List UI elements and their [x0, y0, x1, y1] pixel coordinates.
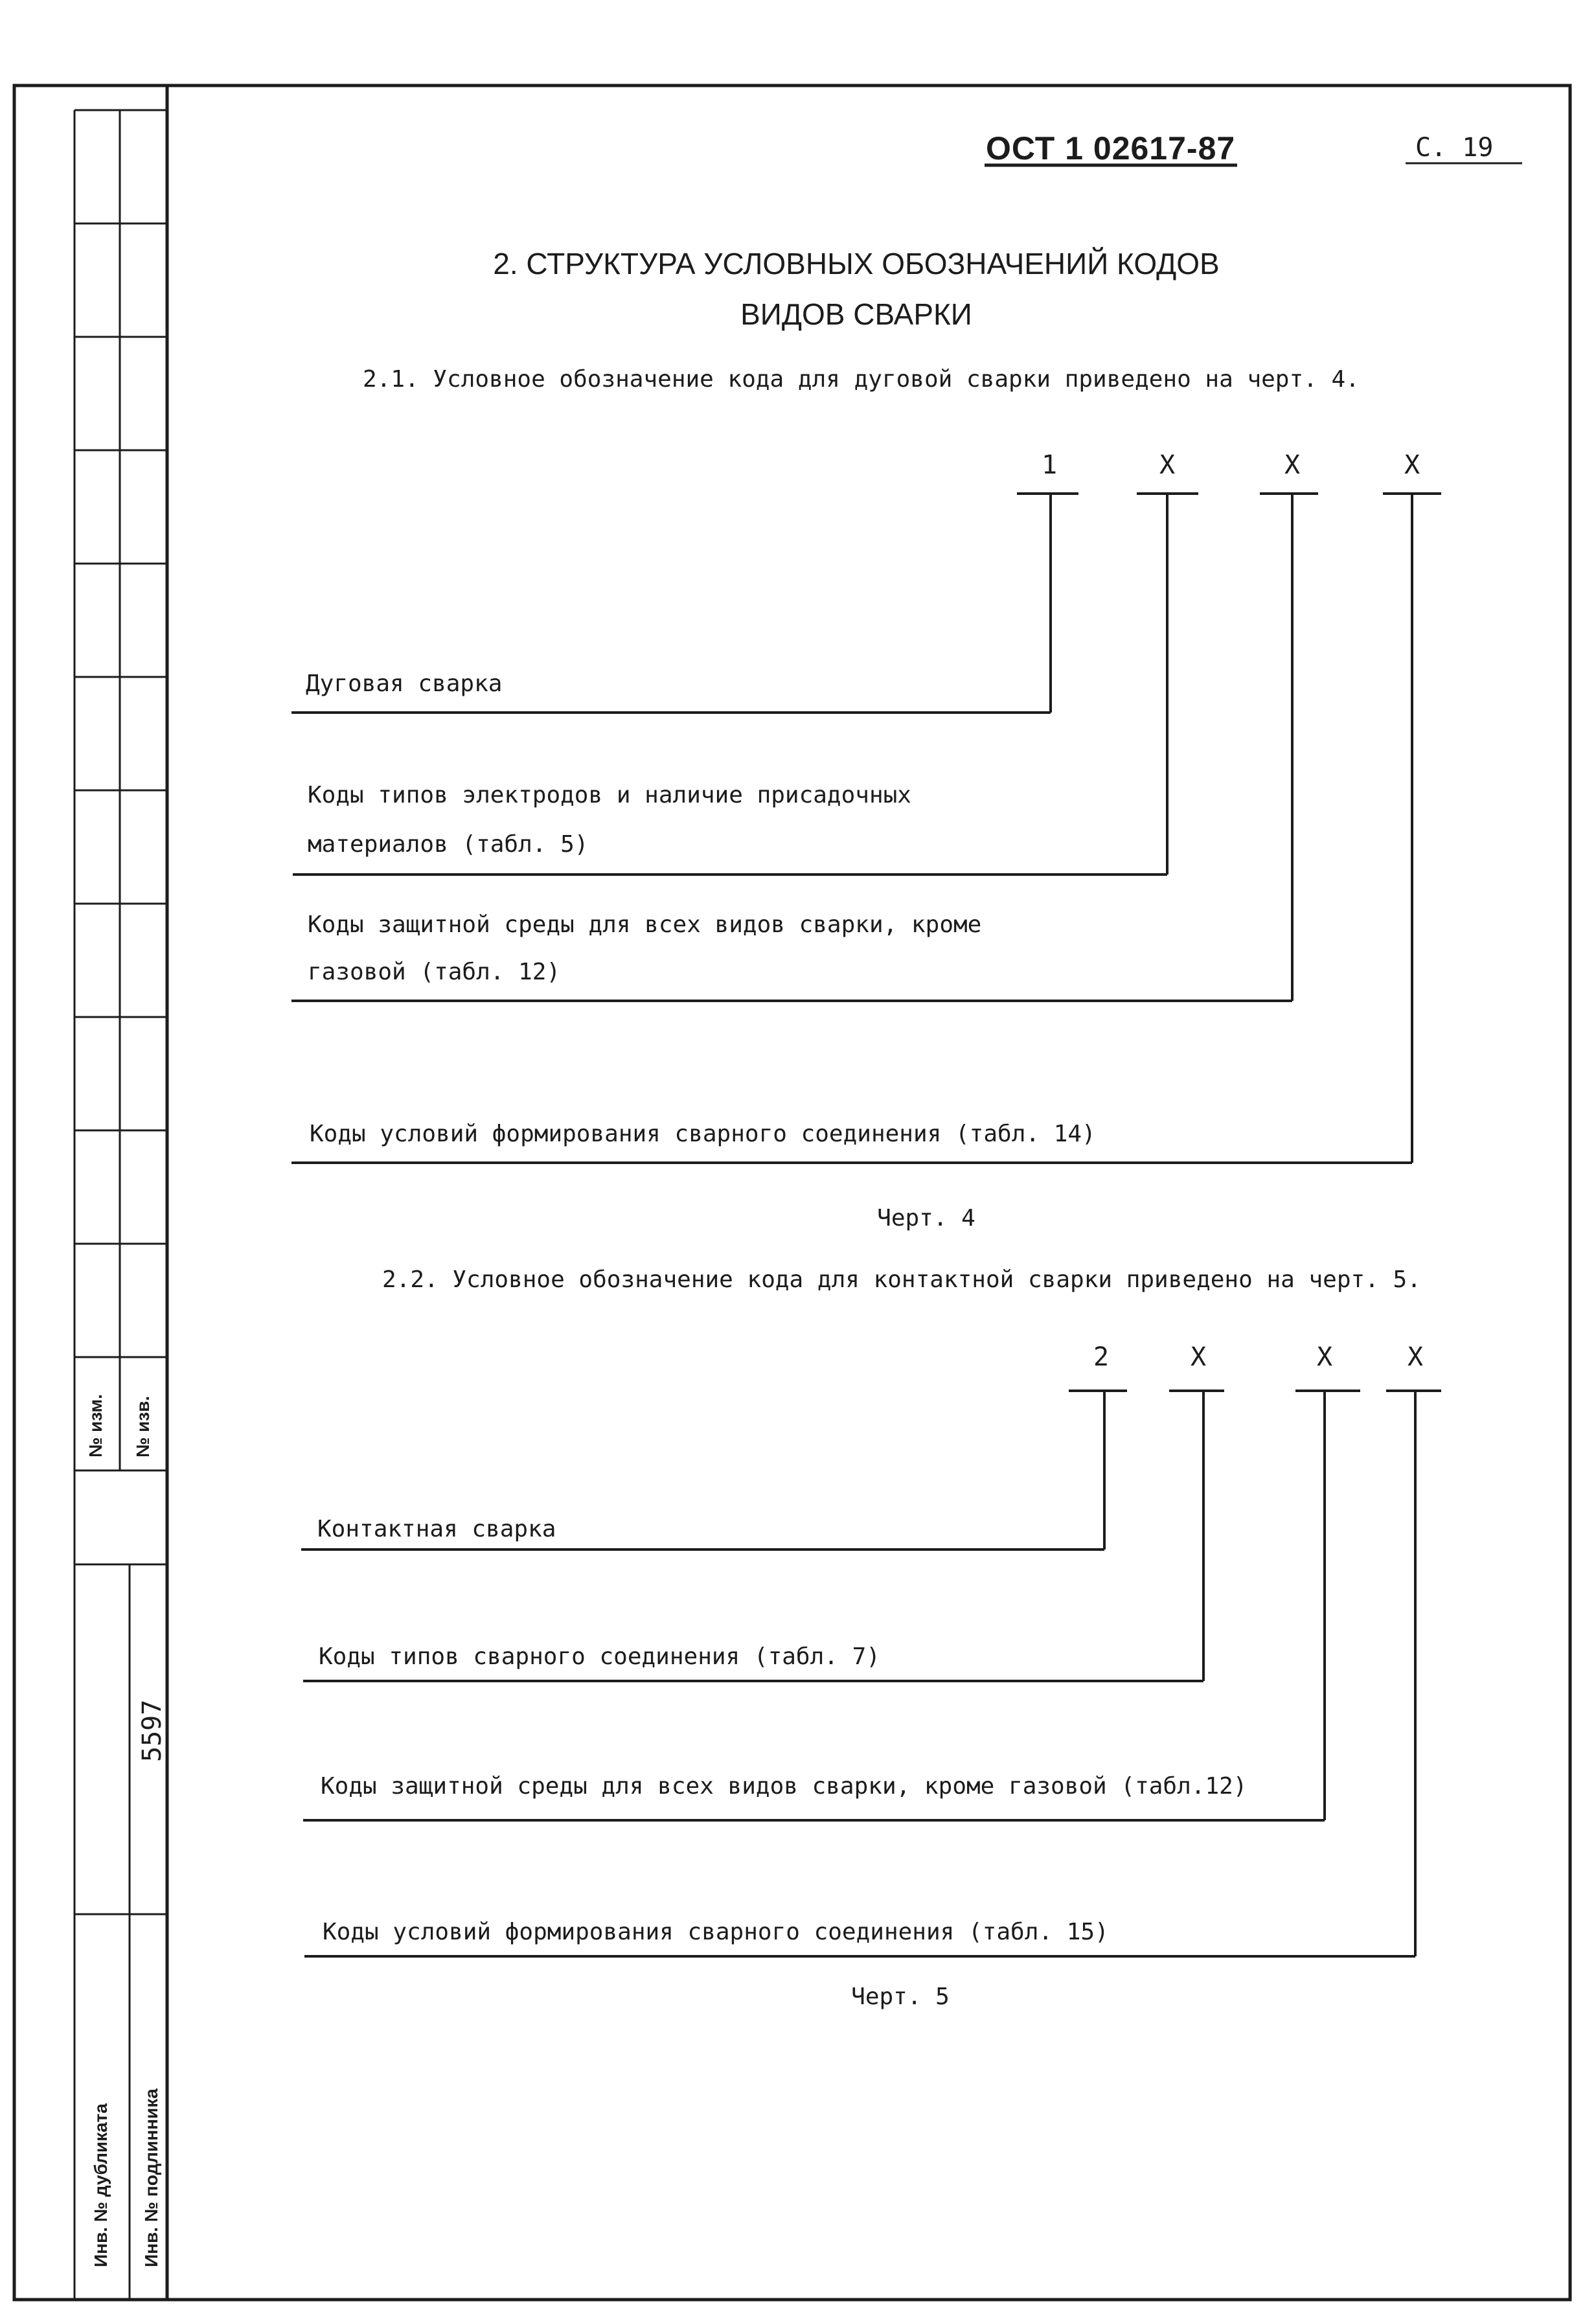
sidebar-inv-podlinnika: Инв. № подлинника: [141, 2088, 161, 2267]
arc-label-shield-line2: газовой (табл. 12): [308, 959, 561, 985]
arc-label-arc-welding: Дуговая сварка: [306, 670, 503, 697]
figure-caption-4: Черт. 4: [877, 1205, 975, 1231]
section-title-line1: 2. СТРУКТУРА УСЛОВНЫХ ОБОЗНАЧЕНИЙ КОДОВ: [493, 247, 1220, 280]
arc-code-4: X: [1404, 450, 1420, 480]
arc-code-2: X: [1159, 450, 1176, 480]
contact-code-3: X: [1316, 1342, 1333, 1372]
arc-label-electrodes-line1: Коды типов электродов и наличие присадочных: [308, 782, 911, 808]
sidebar-inv-number: 5597: [137, 1699, 167, 1762]
sidebar-no-izv: № изв.: [133, 1395, 153, 1458]
contact-label-shield: Коды защитной среды для всех видов сварки, кроме газовой (табл.12): [321, 1773, 1248, 1800]
contact-code-2: X: [1190, 1342, 1207, 1372]
contact-intro-paragraph: 2.2. Условное обозначение кода для контактной сварки приведено на черт. 5.: [382, 1266, 1421, 1293]
arc-label-shield-line1: Коды защитной среды для всех видов сварки, кроме: [308, 911, 982, 938]
arc-code-1: 1: [1041, 450, 1058, 480]
contact-code-1: 2: [1093, 1342, 1110, 1372]
contact-code-4: X: [1407, 1342, 1424, 1372]
arc-code-3: X: [1284, 450, 1301, 480]
arc-label-electrodes-line2: материалов (табл. 5): [308, 831, 589, 858]
arc-intro-paragraph: 2.1. Условное обозначение кода для дуговой сварки приведено на черт. 4.: [363, 366, 1360, 393]
section-title-line2: ВИДОВ СВАРКИ: [740, 297, 972, 331]
page-number: С. 19: [1415, 133, 1494, 163]
figure-caption-5: Черт. 5: [851, 1984, 950, 2010]
sidebar-no-izm: № изм.: [86, 1394, 106, 1458]
contact-label-formation: Коды условий формирования сварного соединения (табл. 15): [323, 1919, 1109, 1945]
contact-label-contact-welding: Контактная сварка: [317, 1516, 556, 1542]
arc-label-formation: Коды условий формирования сварного соединения (табл. 14): [310, 1121, 1096, 1147]
sidebar-inv-dublikata: Инв. № дубликата: [91, 2103, 111, 2267]
standard-number: ОСТ 1 02617-87: [986, 130, 1236, 166]
contact-label-joint-types: Коды типов сварного соединения (табл. 7): [319, 1643, 880, 1670]
